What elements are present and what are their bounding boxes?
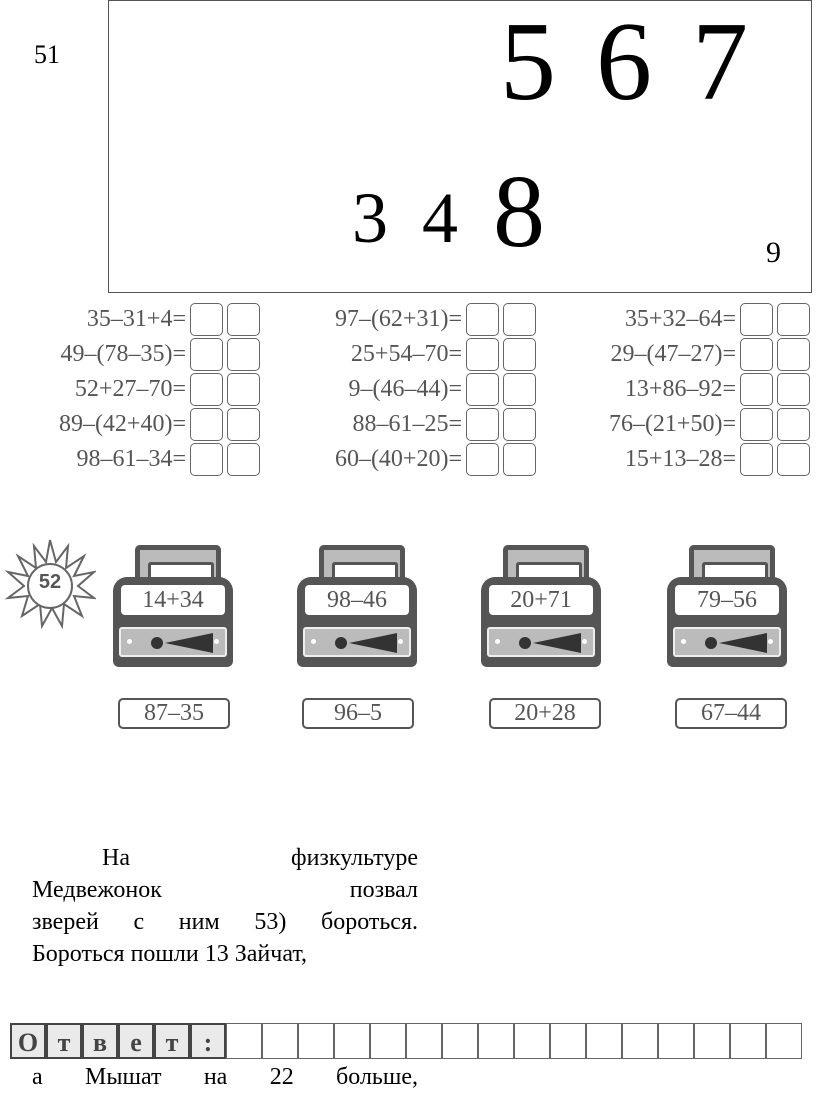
answer-cell[interactable] bbox=[740, 373, 773, 406]
answer-cell[interactable] bbox=[740, 443, 773, 476]
answer-cell[interactable] bbox=[226, 1023, 262, 1059]
answer-cell[interactable] bbox=[586, 1023, 622, 1059]
iron-body bbox=[481, 577, 601, 667]
answer-cell[interactable] bbox=[334, 1023, 370, 1059]
iron-plate bbox=[119, 627, 227, 657]
answer-cell[interactable] bbox=[190, 338, 223, 371]
expression-text: 9–(46–44)= bbox=[348, 375, 462, 402]
answer-cell[interactable] bbox=[190, 303, 223, 336]
expression-text: 60–(40+20)= bbox=[334, 445, 462, 472]
expression-text: 29–(47–27)= bbox=[610, 340, 736, 367]
answer-cell[interactable] bbox=[514, 1023, 550, 1059]
iron-handle bbox=[689, 545, 775, 581]
answer-cell[interactable] bbox=[622, 1023, 658, 1059]
expression-tag[interactable]: 96–5 bbox=[302, 698, 414, 729]
iron-handle bbox=[503, 545, 589, 581]
expression-row bbox=[0, 407, 260, 441]
expression-row bbox=[222, 337, 536, 371]
expression-row bbox=[496, 337, 810, 371]
expression-row bbox=[222, 442, 536, 476]
expression-row bbox=[0, 442, 260, 476]
expression-text: 97–(62+31)= bbox=[334, 305, 462, 332]
answer-cell[interactable] bbox=[777, 373, 810, 406]
answer-cell[interactable] bbox=[298, 1023, 334, 1059]
problem-line-5: а Мышат на 22 больше, bbox=[32, 1064, 418, 1090]
problem-line-4: Бороться пошли 13 Зайчат, bbox=[32, 941, 308, 967]
expression-text: 98–61–34= bbox=[76, 445, 186, 472]
task-number-51: 51 bbox=[34, 40, 60, 69]
answer-cell[interactable] bbox=[550, 1023, 586, 1059]
answer-label-letter: т bbox=[154, 1023, 190, 1059]
expression-text: 15+13–28= bbox=[624, 445, 736, 472]
iron-card bbox=[113, 545, 233, 667]
answer-cell[interactable] bbox=[730, 1023, 766, 1059]
answer-cell[interactable] bbox=[777, 338, 810, 371]
expression-row bbox=[0, 337, 260, 371]
expression-tag[interactable]: 87–35 bbox=[118, 698, 230, 729]
expression-row bbox=[222, 372, 536, 406]
iron-expression: 14+34 bbox=[121, 585, 225, 615]
expression-text: 35+32–64= bbox=[624, 305, 736, 332]
expression-row bbox=[496, 302, 810, 336]
expression-tag[interactable]: 67–44 bbox=[675, 698, 787, 729]
expression-text: 13+86–92= bbox=[624, 375, 736, 402]
answer-label-letter: О bbox=[10, 1023, 46, 1059]
iron-body bbox=[113, 577, 233, 667]
answer-cell[interactable] bbox=[740, 408, 773, 441]
digits-bottom-large: 8 bbox=[493, 154, 545, 269]
answer-cell[interactable] bbox=[740, 303, 773, 336]
answer-label-letter: т bbox=[46, 1023, 82, 1059]
answer-cell[interactable] bbox=[442, 1023, 478, 1059]
iron-expression: 98–46 bbox=[305, 585, 409, 615]
expression-text: 49–(78–35)= bbox=[60, 340, 186, 367]
digits-top: 5 6 7 bbox=[500, 0, 754, 124]
expression-row bbox=[496, 407, 810, 441]
answer-cell[interactable] bbox=[466, 373, 499, 406]
expression-row bbox=[496, 442, 810, 476]
task-badge-52: 52 bbox=[38, 571, 62, 593]
expression-grid bbox=[0, 298, 816, 478]
answer-cell[interactable] bbox=[406, 1023, 442, 1059]
iron-handle bbox=[319, 545, 405, 581]
answer-label-letter: : bbox=[190, 1023, 226, 1059]
problem-line-3: зверей с ним 53) бороться. bbox=[32, 909, 418, 935]
answer-cell[interactable] bbox=[658, 1023, 694, 1059]
expression-text: 52+27–70= bbox=[74, 375, 186, 402]
answer-cell[interactable] bbox=[466, 338, 499, 371]
answer-cell[interactable] bbox=[466, 408, 499, 441]
answer-cell[interactable] bbox=[766, 1023, 802, 1059]
answer-cell[interactable] bbox=[190, 408, 223, 441]
answer-cell[interactable] bbox=[777, 303, 810, 336]
answer-cell[interactable] bbox=[190, 373, 223, 406]
iron-handle bbox=[135, 545, 221, 581]
answer-strip bbox=[10, 1023, 810, 1059]
answer-cell[interactable] bbox=[478, 1023, 514, 1059]
expression-text: 88–61–25= bbox=[352, 410, 462, 437]
digits-bottom-small: 3 4 bbox=[352, 178, 466, 258]
answer-label-letter: в bbox=[82, 1023, 118, 1059]
answer-cell[interactable] bbox=[777, 408, 810, 441]
answer-cell[interactable] bbox=[370, 1023, 406, 1059]
answer-cell[interactable] bbox=[740, 338, 773, 371]
iron-card bbox=[297, 545, 417, 667]
answer-cell[interactable] bbox=[190, 443, 223, 476]
expression-text: 25+54–70= bbox=[350, 340, 462, 367]
iron-card bbox=[667, 545, 787, 667]
expression-row bbox=[0, 372, 260, 406]
answer-label-letter: е bbox=[118, 1023, 154, 1059]
answer-cell[interactable] bbox=[777, 443, 810, 476]
expression-row bbox=[496, 372, 810, 406]
iron-plate bbox=[673, 627, 781, 657]
iron-body bbox=[667, 577, 787, 667]
expression-row bbox=[222, 407, 536, 441]
answer-cell[interactable] bbox=[466, 443, 499, 476]
expression-text: 35–31+4= bbox=[86, 305, 186, 332]
expression-text: 76–(21+50)= bbox=[608, 410, 736, 437]
iron-plate bbox=[487, 627, 595, 657]
iron-plate bbox=[303, 627, 411, 657]
answer-cell[interactable] bbox=[466, 303, 499, 336]
problem-line-2: Медвежонок позвал bbox=[32, 877, 418, 903]
iron-expression: 79–56 bbox=[675, 585, 779, 615]
expression-row bbox=[0, 302, 260, 336]
iron-body bbox=[297, 577, 417, 667]
answer-cell[interactable] bbox=[262, 1023, 298, 1059]
answer-cell[interactable] bbox=[694, 1023, 730, 1059]
iron-expression: 20+71 bbox=[489, 585, 593, 615]
problem-line-1: На физкультуре bbox=[102, 845, 418, 871]
word-problem bbox=[32, 842, 418, 970]
expression-tag[interactable]: 20+28 bbox=[489, 698, 601, 729]
iron-card bbox=[481, 545, 601, 667]
corner-digit: 9 bbox=[766, 236, 781, 269]
expression-row bbox=[222, 302, 536, 336]
expression-text: 89–(42+40)= bbox=[58, 410, 186, 437]
